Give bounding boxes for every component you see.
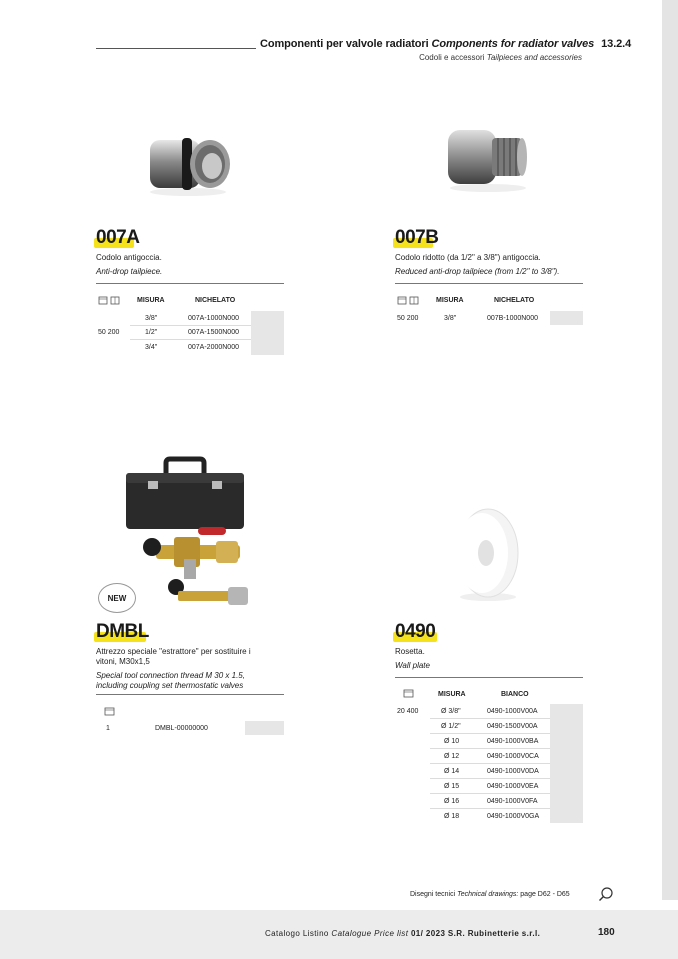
header-rule	[96, 48, 256, 49]
product-image-007b	[440, 124, 536, 194]
column-header-misura: MISURA	[438, 691, 466, 698]
desc-italian-dmbl-line2: vitoni, M30x1,5	[96, 657, 150, 666]
footer-edition: 01/ 2023	[410, 929, 446, 938]
footer-catalog-english: Catalogue Price list	[331, 929, 409, 938]
column-header-misura: MISURA	[137, 297, 165, 304]
row-divider	[430, 718, 550, 719]
table-cell-size: Ø 14	[444, 768, 460, 775]
section-number: 13.2.4	[601, 38, 632, 50]
product-code-dmbl: DMBL	[96, 621, 149, 642]
table-cell-size: 3/4"	[145, 344, 158, 351]
product-image-0490	[448, 505, 524, 605]
table-cell-code: 0490-1000V0CA	[487, 753, 539, 760]
section-rule	[395, 677, 583, 678]
table-cell-code: 007A-1000N000	[188, 315, 239, 322]
page-number: 180	[598, 927, 615, 938]
product-code-0490: 0490	[395, 621, 436, 642]
right-edge-strip	[662, 0, 678, 900]
new-badge: NEW	[98, 583, 136, 613]
table-cell-size: Ø 10	[444, 738, 460, 745]
product-code-007b: 007B	[395, 227, 439, 248]
section-rule	[96, 283, 284, 284]
table-cell-code: 0490-1000V0DA	[487, 768, 539, 775]
pack-quantity: 50 200	[98, 329, 120, 336]
desc-english-007b: Reduced anti-drop tailpiece (from 1/2" to 3/8").	[395, 267, 560, 276]
desc-italian-dmbl-line1: Attrezzo speciale "estrattore" per sostituire i	[96, 647, 251, 656]
tech-label-english: Technical drawings:	[457, 891, 519, 898]
pack-quantity: 1	[106, 725, 110, 732]
table-cell-size: 1/2"	[145, 329, 158, 336]
product-image-007a	[140, 132, 236, 198]
section-rule	[395, 283, 583, 284]
table-cell-size: 3/8"	[444, 315, 457, 322]
footer-catalog-italian: Catalogo Listino	[265, 929, 329, 938]
table-cell-size: Ø 15	[444, 783, 460, 790]
table-cell-code: 0490-1000V0FA	[487, 798, 538, 805]
table-cell-code: 0490-1000V0EA	[487, 783, 539, 790]
table-cell-size: Ø 12	[444, 753, 460, 760]
table-cell-size: Ø 1/2"	[441, 723, 461, 730]
column-header-bianco: BIANCO	[501, 691, 529, 698]
package-icon	[397, 295, 421, 305]
tech-label-italian: Disegni tecnici	[410, 891, 456, 898]
subtitle-italian: Codoli e accessori	[419, 53, 485, 62]
table-cell-code: 0490-1000V0GA	[487, 813, 540, 820]
table-cell-code: 007A-2000N000	[188, 344, 239, 351]
pack-quantity: 50 200	[397, 315, 419, 322]
row-divider	[130, 325, 251, 326]
footer-text	[265, 929, 540, 938]
pack-quantity: 20 400	[397, 708, 419, 715]
table-cell-code: DMBL-00000000	[155, 725, 208, 732]
table-cell-size: Ø 18	[444, 813, 460, 820]
tech-pages: page D62 - D65	[520, 891, 570, 898]
price-cell	[550, 311, 583, 325]
desc-english-0490: Wall plate	[395, 661, 430, 670]
row-divider	[130, 339, 251, 340]
table-cell-code: 0490-1000V0BA	[487, 738, 539, 745]
table-cell-size: 3/8"	[145, 315, 158, 322]
search-icon[interactable]	[598, 886, 614, 902]
table-cell-size: Ø 16	[444, 798, 460, 805]
row-divider	[430, 793, 550, 794]
row-divider	[430, 748, 550, 749]
product-image-dmbl	[120, 455, 260, 625]
desc-italian-007a: Codolo antigoccia.	[96, 253, 162, 262]
desc-english-007a: Anti-drop tailpiece.	[96, 267, 163, 276]
price-cell-column	[550, 704, 583, 823]
price-cell-column	[251, 311, 284, 355]
table-cell-code: 0490-1500V00A	[487, 723, 538, 730]
row-divider	[430, 733, 550, 734]
package-icon	[98, 295, 122, 305]
price-cell	[245, 721, 284, 735]
subtitle-english: Tailpieces and accessories	[486, 53, 582, 62]
product-code-007a: 007A	[96, 227, 140, 248]
footer-company: S.R. Rubinetterie s.r.l.	[447, 929, 541, 938]
row-divider	[430, 808, 550, 809]
row-divider	[430, 763, 550, 764]
table-cell-code: 007A-1500N000	[188, 329, 239, 336]
table-cell-code: 0490-1000V00A	[487, 708, 538, 715]
column-header-misura: MISURA	[436, 297, 464, 304]
row-divider	[430, 778, 550, 779]
desc-english-dmbl-line2: including coupling set thermostatic valves	[96, 681, 244, 690]
column-header-nichelato: NICHELATO	[494, 297, 535, 304]
table-cell-code: 007B-1000N000	[487, 315, 538, 322]
table-cell-size: Ø 3/8"	[441, 708, 461, 715]
technical-drawings-note	[410, 891, 570, 898]
page-title	[260, 38, 631, 50]
package-icon	[402, 688, 416, 698]
desc-english-dmbl-line1: Special tool connection thread M 30 x 1.5,	[96, 671, 245, 680]
column-header-nichelato: NICHELATO	[195, 297, 236, 304]
package-icon	[103, 706, 117, 716]
desc-italian-0490: Rosetta.	[395, 647, 425, 656]
desc-italian-007b: Codolo ridotto (da 1/2" a 3/8") antigoccia.	[395, 253, 541, 262]
title-italian: Componenti per valvole radiatori	[260, 38, 429, 50]
section-rule	[96, 694, 284, 695]
page-subtitle	[419, 53, 582, 62]
title-english: Components for radiator valves	[431, 38, 595, 50]
